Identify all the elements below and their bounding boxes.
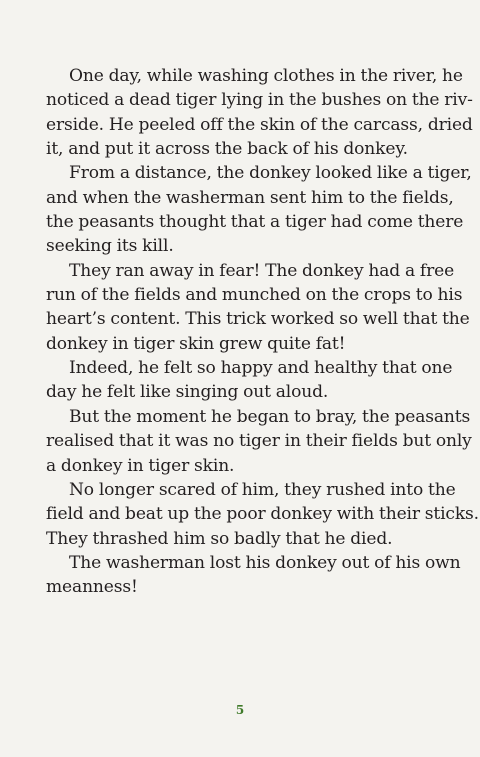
text-line: But the moment he began to bray, the peasants [69,406,471,427]
text-line: noticed a dead tiger lying in the bushes on the riv- [46,90,473,111]
text-line: No longer scared of him, they rushed into the [69,479,456,500]
text-line: From a distance, the donkey looked like a tiger, [69,163,472,184]
text-line: the peasants thought that a tiger had come there [46,212,464,233]
text-line: and when the washerman sent him to the fields, [46,187,454,208]
story-text [46,64,479,600]
text-line: The washerman lost his donkey out of his own [69,552,461,573]
paragraph-2 [46,161,472,258]
paragraph-6 [46,478,479,551]
text-line: meanness! [46,577,138,598]
paragraph-4 [46,356,453,405]
paragraph-1 [46,64,473,161]
text-line: One day, while washing clothes in the river, he [69,66,463,86]
paragraph-5 [46,405,472,478]
text-line: realised that it was no tiger in their fields but only [46,431,472,452]
text-line: run of the fields and munched on the crops to his [46,285,463,306]
page-number: 5 [235,703,245,717]
paragraph-3 [46,259,470,356]
text-line: seeking its kill. [46,236,174,257]
text-line: a donkey in tiger skin. [46,455,235,476]
paragraph-7 [46,551,461,600]
text-line: heart’s content. This trick worked so well that the [46,309,470,330]
text-line: day he felt like singing out aloud. [46,382,329,403]
text-line: They thrashed him so badly that he died. [46,528,393,549]
text-line: erside. He peeled off the skin of the carcass, dried [46,114,473,135]
text-line: field and beat up the poor donkey with their sticks. [46,504,479,525]
text-line: it, and put it across the back of his donkey. [46,139,408,160]
text-line: donkey in tiger skin grew quite fat! [46,333,346,354]
text-line: They ran away in fear! The donkey had a free [69,260,455,281]
text-line: Indeed, he felt so happy and healthy that one [69,358,453,379]
